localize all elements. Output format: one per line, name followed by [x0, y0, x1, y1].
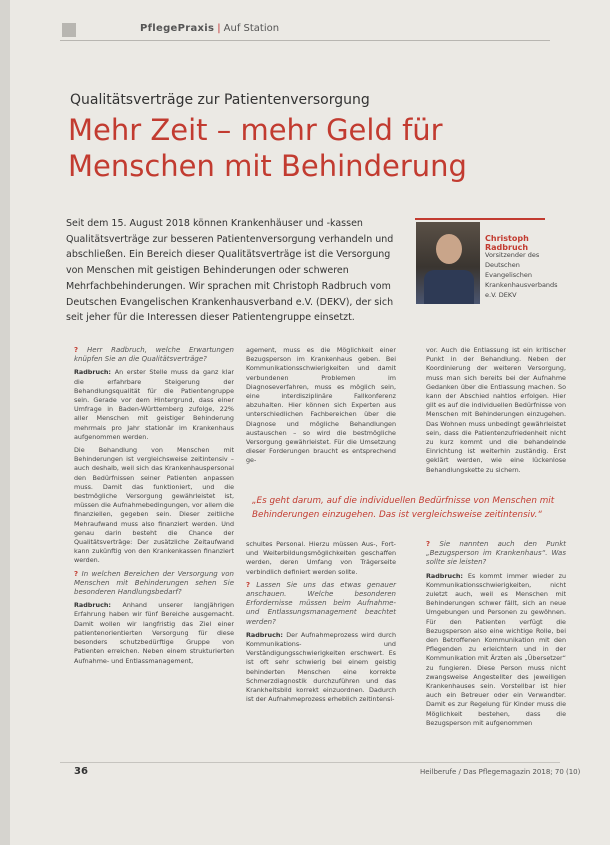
- answer-text: An erster Stelle muss da ganz klar die erfahrbare Steigerung der Behandlungsqualität für die Patientengruppe sein. Gerade vor dem Hintergrund, dass einer Umfrage in Baden-Württemberg zufolge, 22% aller Menschen mit geistiger Behinderung mehrmals pro Jahr stationär im Krankenhaus aufgenommen werden.: [74, 368, 234, 441]
- interview-question: ? Sie nannten auch den Punkt „Bezugsperson im Krankenhaus“. Was sollte sie leisten?: [426, 540, 566, 568]
- text-column-3-lower: [426, 540, 566, 732]
- portrait-face: [436, 234, 462, 264]
- interview-question: ? In welchen Bereichen der Versorgung von Menschen mit Behinderungen sehen Sie besonderen Handlungsbedarf?: [74, 570, 234, 598]
- header-label: [140, 23, 279, 34]
- interview-question: ? Herr Radbruch, welche Erwartungen knüpfen Sie an die Qualitätsverträge?: [74, 346, 234, 364]
- article-intro: Seit dem 15. August 2018 können Krankenhäuser und -kassen Qualitätsverträge zur besseren Patientenversorgung verhandeln und abschließen. Ein Bereich dieser Qualitätsverträge ist die Versorgung von Menschen mit geistigen Behinderungen oder schweren Mehrfachbehinderungen. Wir sprachen mit Christoph Radbruch vom Deutschen Evangelischen Krankenhausverband e.V. (DEKV), der sich seit jeher für die Interessen dieser Patientengruppe einsetzt.: [66, 218, 394, 324]
- header-separator: |: [217, 23, 221, 34]
- page-number: 36: [74, 766, 88, 777]
- body-paragraph: vor. Auch die Entlassung ist ein kritischer Punkt in der Behandlung. Neben der Koordinierung der weiteren Versorgung, muss man sich bereits bei der Aufnahme Gedanken über die Entlassung machen. So kann der Abschied nahtlos erfolgen. Hier gilt es auf die individuellen Bedürfnisse von Menschen mit Behinderungen einzugehen. Das Wohnen muss unbedingt gewährleistet sein, dass die Patientenzufriedenheit nicht zu kurz kommt und die behandelnde Einrichtung ist weiterhin zuständig. Erst geklärt werden, wie eine lückenlose Behandlungskette zu sichern.: [426, 346, 566, 474]
- article-title: Mehr Zeit – mehr Geld für Menschen mit Behinderung: [68, 113, 467, 183]
- answer-speaker: Radbruch:: [74, 368, 115, 377]
- text-column-2: [246, 346, 396, 470]
- profile-accent-rule: [415, 218, 545, 220]
- answer-speaker: Radbruch:: [74, 601, 123, 610]
- answer-speaker: Radbruch:: [246, 630, 287, 639]
- page-binding-edge: [0, 0, 10, 845]
- interview-answer: [74, 601, 234, 665]
- interview-question: ? Lassen Sie uns das etwas genauer anschauen. Welche besonderen Erfordernisse müssen beim Aufnahme- und Entlassungsmanagement beachtet werden?: [246, 581, 396, 627]
- profile-name: Christoph Radbruch: [485, 234, 529, 252]
- answer-speaker: Radbruch:: [426, 571, 468, 580]
- body-paragraph: agement, muss es die Möglichkeit einer Bezugsperson im Krankenhaus geben. Bei Kommunikationsschwierigkeiten und damit verbundenen Problemen im Diagnoseverfahren, muss es möglich sein, eine interdisziplinäre Fallkonferenz abzuhalten. Hier können sich Experten aus unterschiedlichen Fachbereichen über die Diagnose und mögliche Behandlungen austauschen – so wird die bestmögliche Versorgung gewährleistet. Für die Umsetzung dieser Forderungen braucht es entsprechend ge-: [246, 346, 396, 465]
- answer-text: Es kommt immer wieder zu Kommunikationsschwierigkeiten, nicht zuletzt auch, weil es Menschen mit Behinderungen schwer fällt, sich an neue Umgebungen und Personen zu gewöhnen. Für den Patienten verfügt die Bezugsperson also eine wichtige Rolle, bei den Betroffenen Kommunikation mit den Pflegenden zu erleichtern und in der Kommunikation mit Ärzten als „Übersetzer“ zu fungieren. Diese Person muss nicht zwangsweise Angestellter des jeweiligen Krankenhauses sein. Vorstellbar ist hier auch ein Betreuer oder ein Verwandter. Damit es zur Regelung für Kinder muss die Möglichkeit bestehen, dass die Bezugsperson mit aufgenommen: [426, 571, 567, 727]
- text-column-1: [74, 346, 234, 670]
- interview-answer: [246, 631, 396, 705]
- footer-rule: [60, 762, 560, 763]
- text-column-3: [426, 346, 566, 479]
- profile-box: [415, 218, 558, 308]
- running-header: [60, 20, 550, 41]
- pull-quote: „Es geht darum, auf die individuellen Bedürfnisse von Menschen mit Behinderungen einzugehen. Das ist vergleichsweise zeitintensiv.“: [252, 496, 555, 520]
- body-paragraph: Die Behandlung von Menschen mit Behinderungen ist vergleichsweise zeitintensiv – auch deshalb, weil sich das Krankenhauspersonal den Bedürfnissen seiner Patienten anpassen muss. Damit das funktioniert, und die bestmögliche Versorgung gewährleistet ist, müssen die Aufnahmebedingungen, vor allem die finanziellen, gegeben sein. Dieser zeitliche Mehraufwand muss also finanziert werden. Und genau darin besteht die Chance der Qualitätsverträge: Der zusätzliche Zeitaufwand kann zukünftig von den Krankenkassen finanziert werden.: [74, 446, 234, 565]
- answer-text: Anhand unserer langjährigen Erfahrung haben wir fünf Bereiche ausgemacht. Damit wollen wir langfristig das Ziel einer patientenorientierten Versorgung für diese besonders schutzbedürftige Gruppe von Patienten erreichen. Neben einem strukturierten Aufnahme- und Entlassmanagement,: [74, 601, 234, 665]
- portrait-photo: [416, 222, 480, 304]
- interview-answer: [74, 368, 234, 442]
- header-section: Auf Station: [223, 23, 280, 34]
- answer-text: Der Aufnahmeprozess wird durch Kommunikations- und Verständigungsschwierigkeiten erschwert. Es ist oft sehr schwierig bei einem geistig behinderten Menschen eine korrekte Schmerzdiagnostik durchzuführen und das Krankheitsbild korrekt einzuordnen. Dadurch ist der Aufnahmeprozess erheblich zeitintensi-: [246, 630, 396, 704]
- portrait-body: [424, 270, 474, 304]
- header-color-mark: [62, 23, 76, 37]
- body-paragraph: schultes Personal. Hierzu müssen Aus-, Fort- und Weiterbildungsmöglichkeiten geschaffen werden, deren Umfang von Trägerseite verbindlich definiert werden sollte.: [246, 540, 396, 576]
- interview-answer: [426, 572, 566, 728]
- footer-publication: Heilberufe / Das Pflegemagazin 2018; 70 (10): [420, 768, 581, 776]
- header-brand: PflegePraxis: [140, 23, 215, 34]
- profile-role: Vorsitzender des Deutschen Evangelischen Krankenhausverbands e.V. DEKV: [485, 251, 558, 299]
- text-column-2-lower: [246, 540, 396, 708]
- article-kicker: Qualitätsverträge zur Patientenversorgung: [70, 92, 370, 108]
